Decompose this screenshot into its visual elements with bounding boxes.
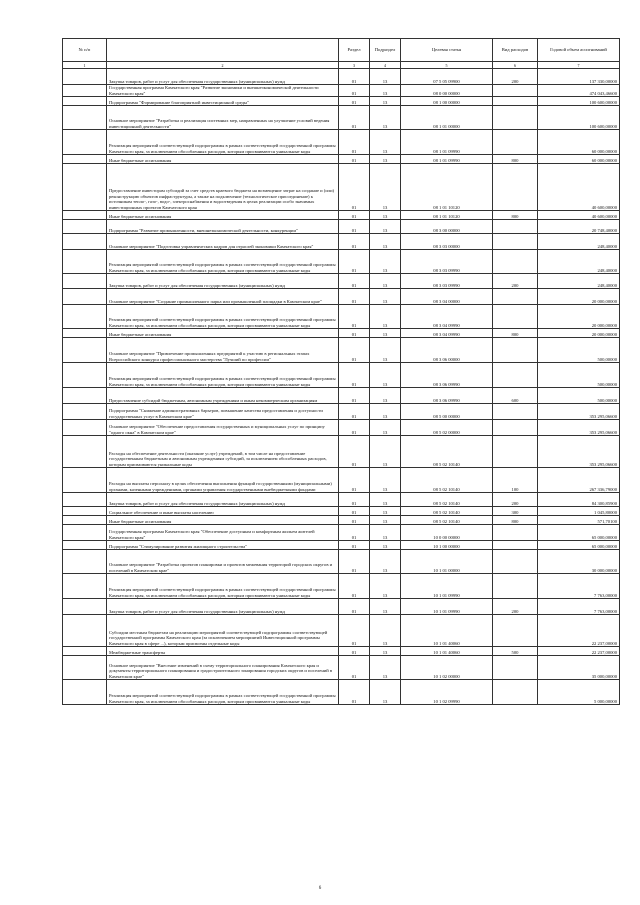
row-podrazdel-cell: 13 — [370, 436, 401, 468]
row-csr-cell: 08 0 00 00000 — [401, 85, 493, 97]
row-sum-cell: 1 045,80000 — [538, 507, 620, 516]
header-name — [107, 39, 339, 62]
row-name-cell: Расходы на обеспечение деятельности (оказание услуг) учреждений, в том числе на предоставление государственным бюджетным и автономным учреждениям субсидий, за исключением обособленных расходов, которым присваиваются уникальные коды — [107, 436, 339, 468]
table-row — [63, 541, 620, 550]
row-csr-cell: 10 1 01 40060 — [401, 615, 493, 647]
row-sum-cell: 353 295,06600 — [538, 404, 620, 420]
row-razdel-cell: 01 — [339, 615, 370, 647]
row-razdel-cell: 01 — [339, 211, 370, 220]
table-row — [63, 388, 620, 404]
column-number: 6 — [493, 62, 538, 69]
row-vr-cell: 300 — [493, 507, 538, 516]
row-sum-cell: 137 330,00000 — [538, 69, 620, 85]
row-csr-cell: 10 1 01 00000 — [401, 550, 493, 574]
row-vr-cell — [493, 97, 538, 106]
row-name-cell: Основное мероприятие "Внесение изменений в схему территориального планирования Камчатского края и документы территориального планирования и градостроительного зонирования городских округов и поселений в Камчатском крае" — [107, 656, 339, 680]
row-csr-cell: 08 1 01 00000 — [401, 106, 493, 130]
row-name-cell: Реализация мероприятий соответствующей подпрограммы в рамках соответствующей государственной программы Камчатского края, за исключением обособленных расходов, которым присваиваются уникальные коды — [107, 250, 339, 274]
row-name-cell: Предоставление инвесторам субсидий за счет средств краевого бюджета на возмещение затрат на создание и (или) реконструкцию объектов инфраструктуры, а также на подключение (технологическое присоединение) к источникам тепло-, газо-, водо-, электроснабжения и водоотведения в целях реализации особо значимых инвестиционных проектов Камчатского края — [107, 164, 339, 211]
row-csr-cell: 07 5 05 09900 — [401, 69, 493, 85]
row-sum-cell: 65 000,00000 — [538, 525, 620, 541]
row-sum-cell: 65 000,00000 — [538, 541, 620, 550]
row-name-cell: Подпрограмма "Формирование благоприятной инвестиционной среды" — [107, 97, 339, 106]
row-num-cell — [63, 541, 107, 550]
row-num-cell — [63, 85, 107, 97]
row-podrazdel-cell: 13 — [370, 507, 401, 516]
row-name-cell: Реализация мероприятий соответствующей подпрограммы в рамках соответствующей государственной программы Камчатского края, за исключением обособленных расходов, которым присваиваются уникальные коды — [107, 305, 339, 329]
row-num-cell — [63, 507, 107, 516]
row-podrazdel-cell: 13 — [370, 329, 401, 338]
row-razdel-cell: 01 — [339, 329, 370, 338]
row-razdel-cell: 01 — [339, 599, 370, 615]
row-razdel-cell: 01 — [339, 656, 370, 680]
table-row — [63, 305, 620, 329]
row-csr-cell: 08 3 04 09990 — [401, 305, 493, 329]
table-row — [63, 656, 620, 680]
row-name-cell: Закупка товаров, работ и услуг для обеспечения государственных (муниципальных) нужд — [107, 69, 339, 85]
row-name-cell: Государственная программа Камчатского края "Обеспечение доступным и комфортным жильем жителей Камчатского края" — [107, 525, 339, 541]
row-csr-cell: 10 1 01 09990 — [401, 574, 493, 599]
row-csr-cell: 10 1 00 00000 — [401, 541, 493, 550]
table-row — [63, 363, 620, 388]
row-name-cell: Реализация мероприятий соответствующей подпрограммы в рамках соответствующей государственной программы Камчатского края, за исключением обособленных расходов, которым присваиваются уникальные коды — [107, 130, 339, 155]
row-sum-cell: 30 000,00000 — [538, 550, 620, 574]
row-num-cell — [63, 274, 107, 289]
row-vr-cell: 800 — [493, 211, 538, 220]
table-row — [63, 164, 620, 211]
row-razdel-cell: 01 — [339, 274, 370, 289]
row-name-cell: Предоставление субсидий бюджетным, автономным учреждениям и иным некоммерческим организациям — [107, 388, 339, 404]
row-podrazdel-cell: 13 — [370, 274, 401, 289]
row-num-cell — [63, 155, 107, 164]
row-razdel-cell: 01 — [339, 404, 370, 420]
row-sum-cell: 571,70100 — [538, 516, 620, 525]
row-sum-cell: 353 295,06600 — [538, 436, 620, 468]
row-vr-cell: 200 — [493, 493, 538, 507]
column-number: 1 — [63, 62, 107, 69]
row-podrazdel-cell: 13 — [370, 234, 401, 250]
row-podrazdel-cell: 13 — [370, 404, 401, 420]
row-num-cell — [63, 468, 107, 493]
row-podrazdel-cell: 13 — [370, 599, 401, 615]
row-num-cell — [63, 599, 107, 615]
row-vr-cell: 200 — [493, 274, 538, 289]
row-vr-cell — [493, 289, 538, 305]
column-number: 3 — [339, 62, 370, 69]
row-name-cell: Подпрограмма "Стимулирование развития жилищного строительства" — [107, 541, 339, 550]
row-sum-cell: 84 300,85900 — [538, 493, 620, 507]
row-num-cell — [63, 516, 107, 525]
row-num-cell — [63, 574, 107, 599]
row-name-cell: Межбюджетные трансферты — [107, 647, 339, 656]
row-csr-cell: 08 3 04 00000 — [401, 289, 493, 305]
row-csr-cell: 08 1 00 00000 — [401, 97, 493, 106]
table-row — [63, 507, 620, 516]
row-vr-cell: 800 — [493, 516, 538, 525]
row-num-cell — [63, 388, 107, 404]
row-vr-cell — [493, 234, 538, 250]
row-vr-cell — [493, 680, 538, 705]
row-vr-cell — [493, 106, 538, 130]
row-csr-cell: 08 5 02 10140 — [401, 436, 493, 468]
row-csr-cell: 08 5 02 10140 — [401, 507, 493, 516]
row-num-cell — [63, 164, 107, 211]
row-num-cell — [63, 305, 107, 329]
row-podrazdel-cell: 13 — [370, 541, 401, 550]
row-num-cell — [63, 647, 107, 656]
row-sum-cell: 22 237,00000 — [538, 647, 620, 656]
row-csr-cell: 08 1 01 10120 — [401, 164, 493, 211]
row-num-cell — [63, 130, 107, 155]
row-name-cell: Иные бюджетные ассигнования — [107, 155, 339, 164]
table-row — [63, 599, 620, 615]
row-podrazdel-cell: 13 — [370, 85, 401, 97]
row-sum-cell: 100 600,00000 — [538, 106, 620, 130]
table-row — [63, 130, 620, 155]
row-podrazdel-cell: 13 — [370, 420, 401, 436]
row-razdel-cell: 01 — [339, 468, 370, 493]
row-razdel-cell: 01 — [339, 305, 370, 329]
row-vr-cell — [493, 130, 538, 155]
row-sum-cell: 5 000,00000 — [538, 680, 620, 705]
row-csr-cell: 10 1 01 40060 — [401, 647, 493, 656]
row-podrazdel-cell: 13 — [370, 388, 401, 404]
row-name-cell: Основное мероприятие "Создание промышленного парка или промышленной площадки в Камчатском крае" — [107, 289, 339, 305]
row-num-cell — [63, 97, 107, 106]
row-sum-cell: 500,00000 — [538, 338, 620, 363]
table-row — [63, 615, 620, 647]
row-csr-cell: 08 3 00 00000 — [401, 220, 493, 234]
row-csr-cell: 08 3 06 09990 — [401, 363, 493, 388]
row-sum-cell: 40 600,00000 — [538, 164, 620, 211]
row-podrazdel-cell: 13 — [370, 647, 401, 656]
header-vr: Вид расходов — [493, 39, 538, 62]
table-row — [63, 234, 620, 250]
row-num-cell — [63, 106, 107, 130]
row-podrazdel-cell: 13 — [370, 493, 401, 507]
row-vr-cell — [493, 305, 538, 329]
row-razdel-cell: 01 — [339, 550, 370, 574]
row-razdel-cell: 01 — [339, 507, 370, 516]
row-razdel-cell: 01 — [339, 130, 370, 155]
row-vr-cell: 800 — [493, 329, 538, 338]
row-razdel-cell: 01 — [339, 516, 370, 525]
row-sum-cell: 20 748,40000 — [538, 220, 620, 234]
row-podrazdel-cell: 13 — [370, 615, 401, 647]
table-row — [63, 289, 620, 305]
row-podrazdel-cell: 13 — [370, 305, 401, 329]
row-razdel-cell: 01 — [339, 106, 370, 130]
row-razdel-cell: 01 — [339, 85, 370, 97]
row-sum-cell: 353 295,06600 — [538, 420, 620, 436]
row-podrazdel-cell: 13 — [370, 516, 401, 525]
row-podrazdel-cell: 13 — [370, 289, 401, 305]
row-name-cell: Основное мероприятие "Разработка и реализация системных мер, направленных на улучшение условий ведения инвестиционной деятельности" — [107, 106, 339, 130]
table-row — [63, 85, 620, 97]
row-vr-cell: 800 — [493, 155, 538, 164]
row-podrazdel-cell: 13 — [370, 680, 401, 705]
row-vr-cell: 500 — [493, 647, 538, 656]
header-sum: Годовой объем ассигнований — [538, 39, 620, 62]
row-razdel-cell: 01 — [339, 647, 370, 656]
table-row — [63, 680, 620, 705]
table-row — [63, 211, 620, 220]
row-num-cell — [63, 404, 107, 420]
row-name-cell: Подпрограмма "Снижение административных барьеров, повышение качества предоставления и доступности государственных услуг в Камчатском крае" — [107, 404, 339, 420]
row-razdel-cell: 01 — [339, 493, 370, 507]
table-row — [63, 436, 620, 468]
row-podrazdel-cell: 13 — [370, 656, 401, 680]
table-row — [63, 493, 620, 507]
row-razdel-cell: 01 — [339, 234, 370, 250]
row-razdel-cell: 01 — [339, 69, 370, 85]
row-num-cell — [63, 493, 107, 507]
row-num-cell — [63, 436, 107, 468]
row-vr-cell: 100 — [493, 468, 538, 493]
row-podrazdel-cell: 13 — [370, 338, 401, 363]
row-sum-cell: 20 000,00000 — [538, 305, 620, 329]
row-podrazdel-cell: 13 — [370, 155, 401, 164]
row-vr-cell — [493, 615, 538, 647]
header-podrazdel: Подраздел — [370, 39, 401, 62]
table-row — [63, 220, 620, 234]
table-row — [63, 525, 620, 541]
row-sum-cell: 40 600,00000 — [538, 211, 620, 220]
row-csr-cell: 08 1 01 10120 — [401, 211, 493, 220]
row-sum-cell: 474 043,46600 — [538, 85, 620, 97]
row-podrazdel-cell: 13 — [370, 250, 401, 274]
row-vr-cell — [493, 250, 538, 274]
row-podrazdel-cell: 13 — [370, 164, 401, 211]
table-row — [63, 647, 620, 656]
budget-table — [62, 38, 620, 705]
table-row — [63, 468, 620, 493]
row-name-cell: Закупка товаров, работ и услуг для обеспечения государственных (муниципальных) нужд — [107, 274, 339, 289]
row-razdel-cell: 01 — [339, 97, 370, 106]
row-csr-cell: 08 5 02 00000 — [401, 420, 493, 436]
header-razdel: Раздел — [339, 39, 370, 62]
row-sum-cell: 248,40000 — [538, 274, 620, 289]
row-num-cell — [63, 211, 107, 220]
row-name-cell: Иные бюджетные ассигнования — [107, 211, 339, 220]
table-row — [63, 155, 620, 164]
row-csr-cell: 10 1 02 09990 — [401, 680, 493, 705]
row-name-cell: Реализация мероприятий соответствующей подпрограммы в рамках соответствующей государственной программы Камчатского края, за исключением обособленных расходов, которым присваиваются уникальные коды — [107, 680, 339, 705]
row-name-cell: Расходы на выплаты персоналу в целях обеспечения выполнения функций государственными (муниципальными) органами, казенными учреждениями, органами управления государственными внебюджетными фондами — [107, 468, 339, 493]
row-csr-cell: 10 0 00 00000 — [401, 525, 493, 541]
row-vr-cell — [493, 541, 538, 550]
row-name-cell: Основное мероприятие "Обеспечение предоставления государственных и муниципальных услуг по принципу "одного окна" в Камчатском крае" — [107, 420, 339, 436]
table-row — [63, 516, 620, 525]
row-sum-cell: 20 000,00000 — [538, 329, 620, 338]
row-name-cell: Субсидии местным бюджетам на реализацию мероприятий соответствующей подпрограммы соответствующей государственной программы Камчатского края (за исключением мероприятий Инвестиционной программы Камчатского края в сфере ...), которым присвоены отдельные коды — [107, 615, 339, 647]
row-csr-cell: 08 5 02 10140 — [401, 516, 493, 525]
row-name-cell: Реализация мероприятий соответствующей подпрограммы в рамках соответствующей государственной программы Камчатского края, за исключением обособленных расходов, которым присваиваются уникальные коды — [107, 574, 339, 599]
row-csr-cell: 10 1 01 09990 — [401, 599, 493, 615]
row-csr-cell: 08 3 03 09990 — [401, 274, 493, 289]
row-podrazdel-cell: 13 — [370, 363, 401, 388]
table-row — [63, 250, 620, 274]
row-razdel-cell: 01 — [339, 289, 370, 305]
row-razdel-cell: 01 — [339, 363, 370, 388]
row-razdel-cell: 01 — [339, 436, 370, 468]
row-podrazdel-cell: 13 — [370, 574, 401, 599]
row-razdel-cell: 01 — [339, 574, 370, 599]
row-sum-cell: 7 763,00000 — [538, 574, 620, 599]
row-sum-cell: 500,00000 — [538, 363, 620, 388]
column-number: 4 — [370, 62, 401, 69]
table-row — [63, 404, 620, 420]
table-row — [63, 338, 620, 363]
row-vr-cell — [493, 363, 538, 388]
table-row — [63, 106, 620, 130]
row-csr-cell: 08 3 03 09990 — [401, 250, 493, 274]
row-sum-cell: 248,40000 — [538, 234, 620, 250]
row-razdel-cell: 01 — [339, 155, 370, 164]
row-csr-cell: 08 3 04 09990 — [401, 329, 493, 338]
row-num-cell — [63, 525, 107, 541]
row-vr-cell: 200 — [493, 69, 538, 85]
row-razdel-cell: 01 — [339, 220, 370, 234]
row-vr-cell — [493, 404, 538, 420]
row-vr-cell — [493, 164, 538, 211]
row-sum-cell: 500,00000 — [538, 388, 620, 404]
row-name-cell: Закупка товаров, работ и услуг для обеспечения государственных (муниципальных) нужд — [107, 599, 339, 615]
column-number: 5 — [401, 62, 493, 69]
row-sum-cell: 100 600,00000 — [538, 97, 620, 106]
row-razdel-cell: 01 — [339, 388, 370, 404]
column-number: 7 — [538, 62, 620, 69]
row-vr-cell: 200 — [493, 599, 538, 615]
row-name-cell: Реализация мероприятий соответствующей подпрограммы в рамках соответствующей государственной программы Камчатского края, за исключением обособленных расходов, которым присваиваются уникальные коды — [107, 363, 339, 388]
row-vr-cell — [493, 656, 538, 680]
table-row — [63, 550, 620, 574]
table-row — [63, 97, 620, 106]
row-csr-cell: 08 3 06 00000 — [401, 338, 493, 363]
table-row — [63, 69, 620, 85]
row-podrazdel-cell: 13 — [370, 97, 401, 106]
row-vr-cell — [493, 574, 538, 599]
row-num-cell — [63, 329, 107, 338]
row-razdel-cell: 01 — [339, 250, 370, 274]
row-sum-cell: 248,40000 — [538, 250, 620, 274]
row-name-cell: Основное мероприятие "Разработка проектов планировки и проектов межевания территорий городских округов и поселений в Камчатском крае" — [107, 550, 339, 574]
row-num-cell — [63, 656, 107, 680]
header-num: № п/п — [63, 39, 107, 62]
row-vr-cell — [493, 85, 538, 97]
table-row — [63, 574, 620, 599]
row-num-cell — [63, 250, 107, 274]
row-csr-cell: 08 1 01 09990 — [401, 155, 493, 164]
row-vr-cell — [493, 338, 538, 363]
row-name-cell: Социальное обеспечение и иные выплаты населению — [107, 507, 339, 516]
row-vr-cell — [493, 525, 538, 541]
row-name-cell: Основное мероприятие "Подготовка управленческих кадров для отраслей экономики Камчатского края" — [107, 234, 339, 250]
row-vr-cell — [493, 420, 538, 436]
row-csr-cell: 08 3 03 00000 — [401, 234, 493, 250]
row-vr-cell — [493, 436, 538, 468]
row-sum-cell: 267 336,79000 — [538, 468, 620, 493]
row-podrazdel-cell: 13 — [370, 550, 401, 574]
row-num-cell — [63, 69, 107, 85]
row-csr-cell: 08 1 01 09990 — [401, 130, 493, 155]
table-row — [63, 420, 620, 436]
row-csr-cell: 08 5 00 00000 — [401, 404, 493, 420]
page-number: 6 — [318, 886, 322, 891]
row-vr-cell — [493, 550, 538, 574]
row-razdel-cell: 01 — [339, 525, 370, 541]
row-razdel-cell: 01 — [339, 541, 370, 550]
row-podrazdel-cell: 13 — [370, 106, 401, 130]
table-row — [63, 274, 620, 289]
row-sum-cell: 60 000,00000 — [538, 130, 620, 155]
row-razdel-cell: 01 — [339, 338, 370, 363]
row-csr-cell: 08 3 06 09990 — [401, 388, 493, 404]
row-num-cell — [63, 363, 107, 388]
row-podrazdel-cell: 13 — [370, 220, 401, 234]
header-csr: Целевая статья — [401, 39, 493, 62]
table-row — [63, 329, 620, 338]
table-header-row — [63, 39, 620, 62]
row-num-cell — [63, 550, 107, 574]
row-sum-cell: 60 000,00000 — [538, 155, 620, 164]
row-csr-cell: 08 5 02 10140 — [401, 468, 493, 493]
row-num-cell — [63, 680, 107, 705]
row-name-cell: Государственная программа Камчатского края "Развитие экономики и внешнеэкономической деятельности Камчатского края" — [107, 85, 339, 97]
row-name-cell: Иные бюджетные ассигнования — [107, 329, 339, 338]
row-podrazdel-cell: 13 — [370, 130, 401, 155]
row-num-cell — [63, 420, 107, 436]
row-sum-cell: 22 237,00000 — [538, 615, 620, 647]
row-name-cell: Закупка товаров, работ и услуг для обеспечения государственных (муниципальных) нужд — [107, 493, 339, 507]
row-name-cell: Подпрограмма "Развитие промышленности, внешнеэкономической деятельности, конкуренции" — [107, 220, 339, 234]
row-sum-cell: 20 000,00000 — [538, 289, 620, 305]
row-podrazdel-cell: 13 — [370, 468, 401, 493]
row-podrazdel-cell: 13 — [370, 69, 401, 85]
row-num-cell — [63, 338, 107, 363]
column-number-row — [63, 62, 620, 69]
row-sum-cell: 35 000,00000 — [538, 656, 620, 680]
row-num-cell — [63, 289, 107, 305]
row-razdel-cell: 01 — [339, 680, 370, 705]
row-csr-cell: 08 5 02 10140 — [401, 493, 493, 507]
row-num-cell — [63, 234, 107, 250]
row-vr-cell: 600 — [493, 388, 538, 404]
row-vr-cell — [493, 220, 538, 234]
row-num-cell — [63, 220, 107, 234]
row-podrazdel-cell: 13 — [370, 525, 401, 541]
row-razdel-cell: 01 — [339, 420, 370, 436]
row-name-cell: Иные бюджетные ассигнования — [107, 516, 339, 525]
row-name-cell: Основное мероприятие "Привлечение промышленных предприятий к участию в региональных этапах Всероссийского конкурса профессионального мастерства "Лучший по профессии" — [107, 338, 339, 363]
row-csr-cell: 10 1 02 00000 — [401, 656, 493, 680]
column-number: 2 — [107, 62, 339, 69]
row-razdel-cell: 01 — [339, 164, 370, 211]
row-sum-cell: 7 763,00000 — [538, 599, 620, 615]
row-podrazdel-cell: 13 — [370, 211, 401, 220]
row-num-cell — [63, 615, 107, 647]
